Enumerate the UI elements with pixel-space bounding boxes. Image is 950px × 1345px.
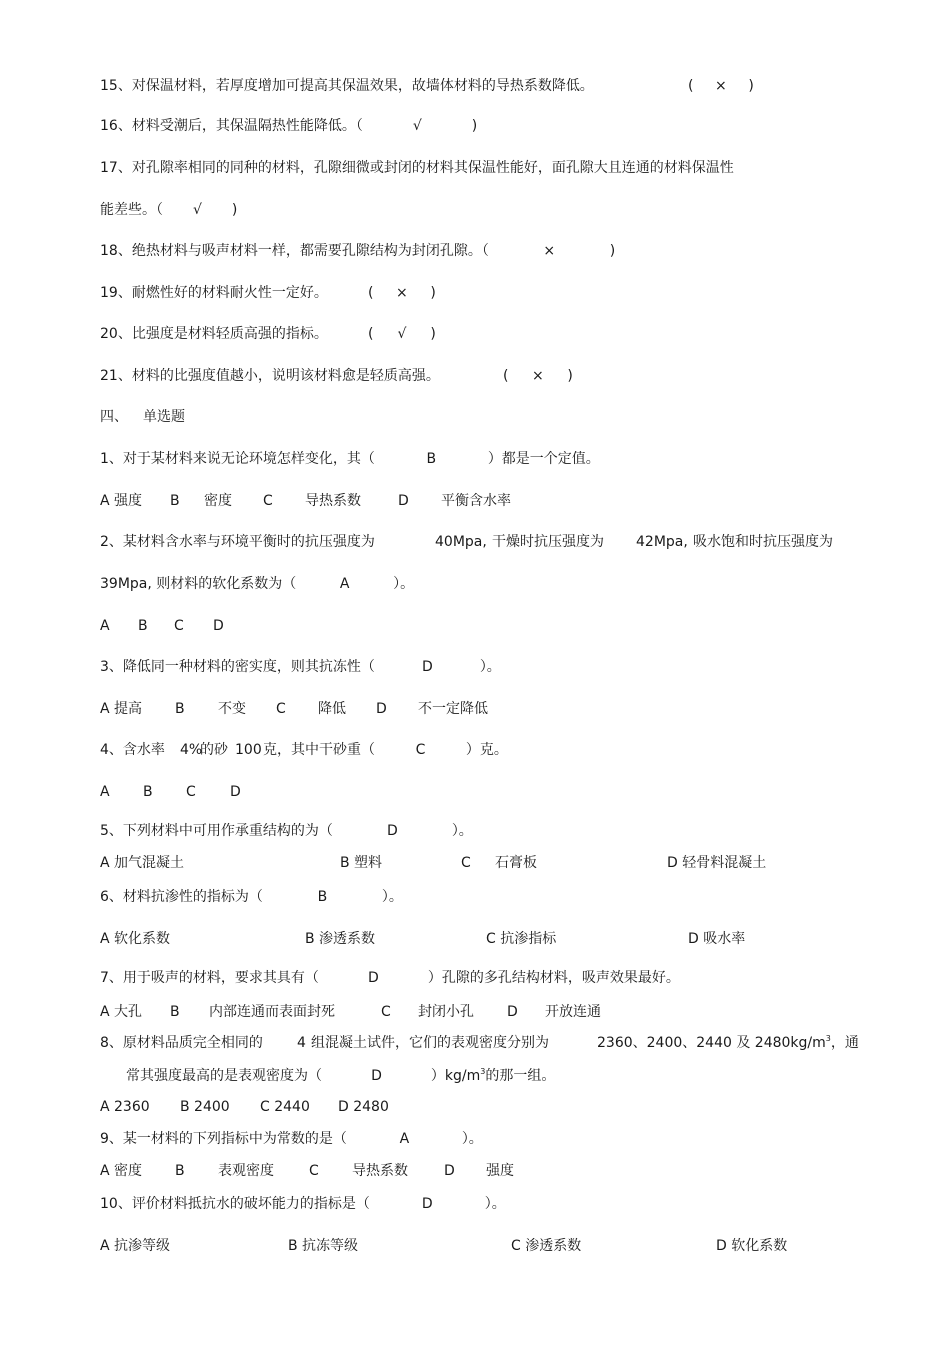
q8-opt-c: C 2440 (260, 1099, 310, 1115)
q7-opt-d-text: 开放连通 (545, 1004, 601, 1020)
q8-opt-b: B 2400 (180, 1099, 230, 1115)
q8-number: 4 (297, 1035, 306, 1051)
tf-text: 16、材料受潮后，其保温隔热性能降低。（ (100, 118, 363, 134)
q10-opt-a: A 抗渗等级 (100, 1238, 171, 1254)
q8-opt-d: D 2480 (338, 1099, 389, 1115)
q1-opt-b: B (170, 493, 180, 509)
tf-item-17-cont (100, 201, 237, 219)
q5-opt-b: B 塑料 (340, 855, 383, 871)
tf-item-21 (100, 367, 440, 385)
tf-answer-20 (368, 325, 436, 343)
q7-opt-c: C (381, 1004, 391, 1020)
q2-mid-1: 干燥时抗压强度为 (492, 534, 604, 550)
question-answer: A (339, 576, 350, 592)
paren-close: ) (609, 243, 616, 259)
question-9 (100, 1130, 483, 1148)
tf-mark: × (543, 243, 556, 259)
q9-opt-b-text: 表观密度 (218, 1163, 274, 1179)
question-tail: ）都是一个定值。 (487, 451, 600, 467)
q6-opt-c: C 抗渗指标 (486, 931, 557, 947)
paren-open: ( (368, 326, 374, 342)
question-answer: C (415, 742, 426, 758)
q8-density-values: 2360、2400、2440 及 2480kg/m (597, 1035, 826, 1051)
question-10 (100, 1195, 506, 1213)
paren-close: ) (430, 285, 436, 301)
tf-text: 21、材料的比强度值越小，说明该材料愈是轻质高强。 (100, 368, 440, 384)
tf-text: 20、比强度是材料轻质高强的指标。 (100, 326, 328, 342)
tf-mark: × (396, 285, 408, 301)
q4-opt-a: A (100, 784, 110, 800)
q9-opt-c: C (309, 1163, 319, 1179)
question-answer: D (386, 823, 398, 839)
q9-opt-c-text: 导热系数 (352, 1163, 408, 1179)
tf-text: 17、对孔隙率相同的同种的材料，孔隙细微或封闭的材料其保温性能好，面孔隙大且连通的材料保温性 (100, 160, 734, 176)
question-1 (100, 450, 600, 468)
q3-opt-a: A 提高 (100, 701, 143, 717)
question-stem: 9、某一材料的下列指标中为常数的是（ (100, 1131, 347, 1147)
question-tail: ）。 (479, 659, 501, 675)
question-answer: D (421, 659, 433, 675)
tf-text: 15、对保温材料，若厚度增加可提高其保温效果，故墙体材料的导热系数降低。 (100, 78, 594, 94)
q7-opt-b-text: 内部连通而表面封死 (209, 1004, 335, 1020)
paren-open: ( (503, 368, 509, 384)
q4-value: 4% (180, 742, 203, 758)
q2-mid-2: 吸水饱和时抗压强度为 (693, 534, 833, 550)
question-tail: ）。 (451, 823, 473, 839)
q2-line-2 (100, 575, 414, 593)
section-number: 四、 (100, 409, 128, 425)
question-2: 2、某材料含水率与环境平衡时的抗压强度为 (100, 534, 375, 550)
question-tail: ）孔隙的多孔结构材料，吸声效果最好。 (427, 970, 680, 986)
question-6 (100, 888, 403, 906)
q2-value-3: 39Mpa, (100, 576, 152, 592)
tf-item-17 (100, 159, 734, 177)
q9-opt-b: B (175, 1163, 185, 1179)
tf-answer-21 (503, 367, 573, 385)
tf-mark: × (715, 78, 727, 94)
q6-opt-b: B 渗透系数 (305, 931, 376, 947)
q4-opt-d: D (230, 784, 241, 800)
q4-stem-2: 的砂 (200, 742, 228, 758)
superscript: 3 (825, 1034, 831, 1043)
paren-close: ) (231, 202, 238, 218)
question-stem: 则材料的软化系数为（ (156, 576, 297, 592)
question-4: 4、含水率 (100, 742, 165, 758)
section-title (100, 408, 128, 426)
q1-opt-b-text: 密度 (204, 493, 232, 509)
tf-answer-19 (368, 284, 436, 302)
question-stem: 克，其中干砂重（ (263, 742, 375, 758)
q9-opt-d: D (444, 1163, 455, 1179)
paren-close: ) (567, 368, 573, 384)
question-stem: 7、用于吸声的材料，要求其具有（ (100, 970, 319, 986)
q7-opt-b: B (170, 1004, 180, 1020)
tf-item-16 (100, 117, 477, 135)
q8-line-2 (126, 1067, 555, 1085)
q4-opt-c: C (186, 784, 196, 800)
question-stem: 6、材料抗渗性的指标为（ (100, 889, 263, 905)
paren-open: ( (688, 78, 694, 94)
tf-answer-15 (688, 77, 754, 95)
q5-opt-c-text: 石膏板 (495, 855, 537, 871)
question-tail: ）。 (381, 889, 403, 905)
section-name: 单选题 (143, 409, 185, 425)
question-answer: D (421, 1196, 433, 1212)
q8-opt-a: A 2360 (100, 1099, 150, 1115)
q8-mid: 组混凝土试件，它们的表观密度分别为 (311, 1035, 549, 1051)
q1-opt-c: C (263, 493, 273, 509)
question-stem: 常其强度最高的是表观密度为（ (126, 1068, 322, 1084)
question-answer: A (399, 1131, 410, 1147)
question-answer: D (371, 1068, 382, 1084)
q2-value-1: 40Mpa, (435, 534, 487, 550)
question-stem: 1、对于某材料来说无论环境怎样变化，其（ (100, 451, 375, 467)
q2-opt-d: D (213, 618, 224, 634)
q7-opt-d: D (507, 1004, 518, 1020)
q3-opt-d: D (376, 701, 387, 717)
tf-mark: √ (412, 118, 422, 134)
q4-number: 100 (235, 742, 262, 758)
q4-line (263, 741, 508, 759)
q3-opt-b-text: 不变 (218, 701, 246, 717)
tf-text: 19、耐燃性好的材料耐火性一定好。 (100, 285, 328, 301)
q3-opt-b: B (175, 701, 185, 717)
tf-text: 能差些。（ (100, 202, 163, 218)
paren-close: ) (430, 326, 436, 342)
tf-item-20 (100, 325, 328, 343)
paren-open: ( (368, 285, 374, 301)
q3-opt-d-text: 不一定降低 (418, 701, 488, 717)
question-8: 8、原材料品质完全相同的 (100, 1035, 263, 1051)
question-stem: 10、评价材料抵抗水的破坏能力的指标是（ (100, 1196, 370, 1212)
question-stem: 3、降低同一种材料的密实度，则其抗冻性（ (100, 659, 375, 675)
tf-text: 18、绝热材料与吸声材料一样，都需要孔隙结构为封闭孔隙。（ (100, 243, 489, 259)
q1-opt-d: D (398, 493, 409, 509)
question-3 (100, 658, 501, 676)
tf-mark: √ (192, 202, 202, 218)
q2-value-2: 42Mpa, (636, 534, 688, 550)
q1-opt-a: A 强度 (100, 493, 143, 509)
question-tail: ）。 (461, 1131, 483, 1147)
tf-mark: √ (397, 326, 407, 342)
paren-close: ) (748, 78, 754, 94)
q6-opt-a: A 软化系数 (100, 931, 171, 947)
q7-opt-c-text: 封闭小孔 (418, 1004, 474, 1020)
q2-opt-a: A (100, 618, 110, 634)
question-5 (100, 822, 473, 840)
question-7 (100, 969, 680, 987)
tf-item-18 (100, 242, 615, 260)
question-tail: ）。 (393, 576, 415, 592)
superscript: 3 (480, 1067, 486, 1076)
q8-end: ，通 (830, 1035, 859, 1051)
question-answer: D (367, 970, 379, 986)
q2-opt-c: C (174, 618, 184, 634)
q5-opt-c: C (461, 855, 471, 871)
q10-opt-c: C 渗透系数 (511, 1238, 582, 1254)
question-answer: B (317, 889, 328, 905)
q7-opt-a: A 大孔 (100, 1004, 143, 1020)
question-tail: ）。 (484, 1196, 506, 1212)
question-tail: ）克。 (465, 742, 508, 758)
q5-opt-a: A 加气混凝土 (100, 855, 185, 871)
tf-item-15 (100, 77, 594, 95)
q10-opt-b: B 抗冻等级 (288, 1238, 359, 1254)
question-tail: 的那一组。 (485, 1068, 556, 1084)
question-stem: 5、下列材料中可用作承重结构的为（ (100, 823, 333, 839)
question-answer: B (426, 451, 437, 467)
q10-opt-d: D 软化系数 (716, 1238, 788, 1254)
q5-opt-d: D 轻骨料混凝土 (667, 855, 767, 871)
q9-opt-d-text: 强度 (486, 1163, 514, 1179)
tf-mark: × (532, 368, 544, 384)
q8-values (597, 1034, 859, 1052)
q1-opt-d-text: 平衡含水率 (441, 493, 511, 509)
q1-opt-c-text: 导热系数 (305, 493, 361, 509)
q8-unit: ）kg/m (430, 1068, 481, 1084)
tf-item-19 (100, 284, 328, 302)
q3-opt-c-text: 降低 (318, 701, 346, 717)
paren-close: ) (471, 118, 478, 134)
q4-opt-b: B (143, 784, 153, 800)
q9-opt-a: A 密度 (100, 1163, 143, 1179)
q3-opt-c: C (276, 701, 286, 717)
q2-opt-b: B (138, 618, 148, 634)
q6-opt-d: D 吸水率 (688, 931, 746, 947)
